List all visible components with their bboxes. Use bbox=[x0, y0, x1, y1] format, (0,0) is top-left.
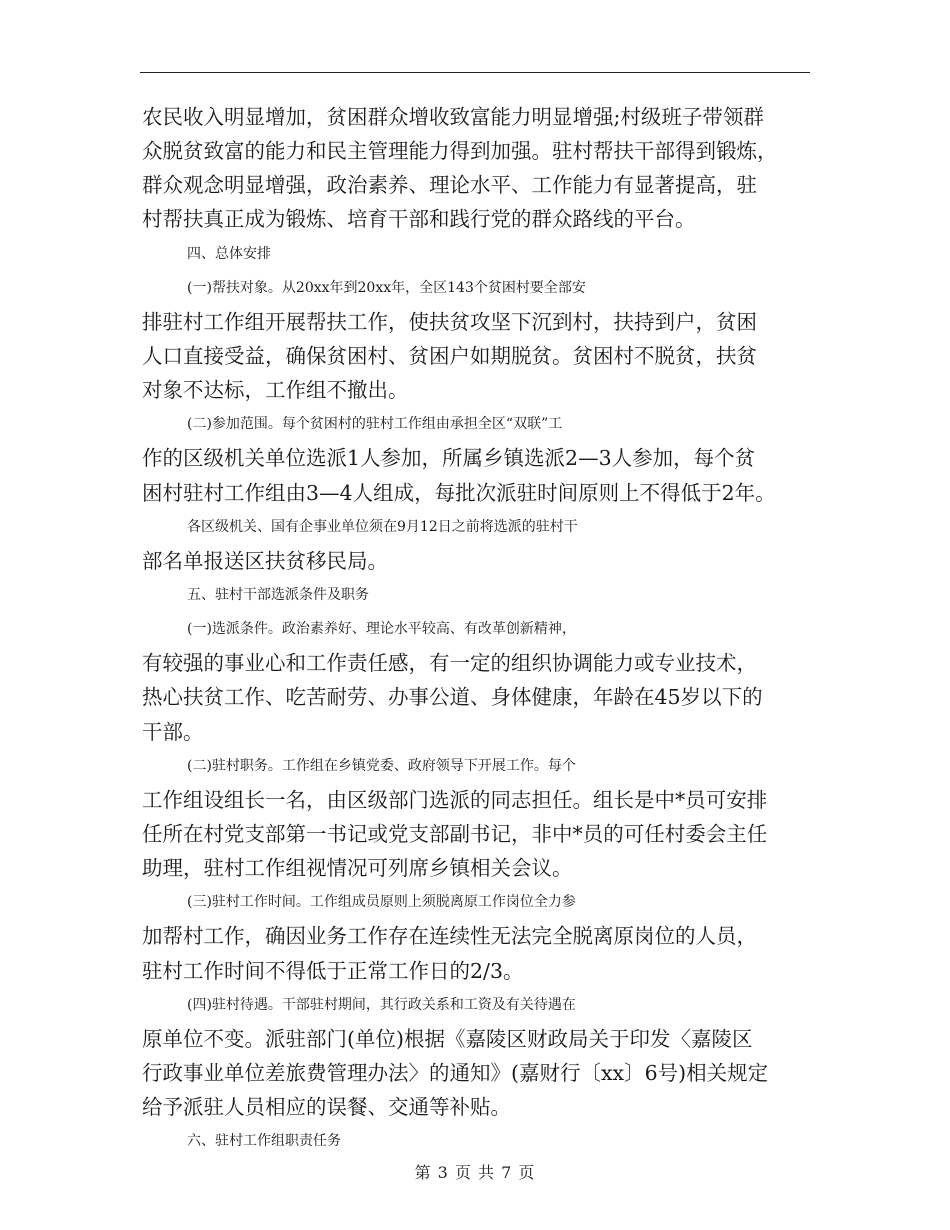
text-line: (三)驻村工作时间。工作组成员原则上须脱离原工作岗位全力参 bbox=[187, 894, 576, 911]
text-line: 农民收入明显增加，贫困群众增收致富能力明显增强;村级班子带领群 bbox=[142, 105, 764, 129]
text-line: (一)选派条件。政治素养好、理论水平较高、有改革创新精神， bbox=[187, 621, 576, 638]
text-line: 村帮扶真正成为锻炼、培育干部和践行党的群众路线的平台。 bbox=[142, 207, 696, 232]
text-line: 困村驻村工作组由3—4人组成，每批次派驻时间原则上不得低于2年。 bbox=[142, 480, 776, 505]
text-line: 作的区级机关单位选派1人参加，所属乡镇选派2—3人参加，每个贫 bbox=[142, 446, 756, 471]
text-line: 给予派驻人员相应的误餐、交通等补贴。 bbox=[142, 1095, 511, 1120]
text-line: 六、驻村工作组职责任务 bbox=[187, 1133, 341, 1150]
text-line: 干部。 bbox=[142, 719, 204, 744]
text-line: 助理，驻村工作组视情况可列席乡镇相关会议。 bbox=[142, 856, 573, 881]
text-line: 加帮村工作，确因业务工作存在连续性无法完全脱离原岗位的人员， bbox=[142, 924, 757, 949]
text-line: 众脱贫致富的能力和民主管理能力得到加强。驻村帮扶干部得到锻炼， bbox=[142, 139, 778, 164]
text-line: 任所在村党支部第一书记或党支部副书记，非中*员的可任村委会主任 bbox=[142, 821, 768, 846]
text-line: (四)驻村待遇。干部驻村期间，其行政关系和工资及有关待遇在 bbox=[187, 996, 576, 1013]
text-line: 驻村工作时间不得低于正常工作日的2/3。 bbox=[142, 958, 524, 983]
text-line: (一)帮扶对象。从20xx年到20xx年，全区143个贫困村要全部安 bbox=[187, 279, 586, 296]
text-line: 对象不达标，工作组不撤出。 bbox=[142, 378, 409, 403]
text-line: 热心扶贫工作、吃苦耐劳、办事公道、身体健康，年龄在45岁以下的 bbox=[142, 685, 763, 710]
text-line: (二)参加范围。每个贫困村的驻村工作组由承担全区“双联”工 bbox=[187, 416, 563, 433]
text-line: (二)驻村职务。工作组在乡镇党委、政府领导下开展工作。每个 bbox=[187, 757, 576, 774]
text-line: 群众观念明显增强，政治素养、理论水平、工作能力有显著提高，驻 bbox=[142, 173, 757, 198]
text-line: 有较强的事业心和工作责任感，有一定的组织协调能力或专业技术， bbox=[142, 651, 757, 676]
text-line: 行政事业单位差旅费管理办法〉的通知》(嘉财行〔xx〕6号)相关规定 bbox=[142, 1060, 769, 1085]
text-line: 四、总体安排 bbox=[187, 245, 271, 262]
page-footer: 第 3 页 共 7 页 bbox=[414, 1163, 536, 1182]
text-line: 五、驻村干部选派条件及职务 bbox=[187, 586, 369, 603]
text-line: 原单位不变。派驻部门(单位)根据《嘉陵区财政局关于印发〈嘉陵区 bbox=[142, 1026, 753, 1051]
text-line: 人口直接受益，确保贫困村、贫困户如期脱贫。贫困村不脱贫，扶贫 bbox=[142, 343, 757, 368]
document-body bbox=[142, 100, 812, 1158]
text-line: 工作组设组长一名，由区级部门选派的同志担任。组长是中*员可安排 bbox=[142, 787, 768, 812]
text-line: 排驻村工作组开展帮扶工作，使扶贫攻坚下沉到村，扶持到户，贫困 bbox=[142, 309, 757, 334]
text-line: 部名单报送区扶贫移民局。 bbox=[142, 548, 388, 573]
header-rule bbox=[140, 72, 810, 73]
text-line: 各区级机关、国有企事业单位须在9月12日之前将选派的驻村干 bbox=[187, 518, 578, 535]
